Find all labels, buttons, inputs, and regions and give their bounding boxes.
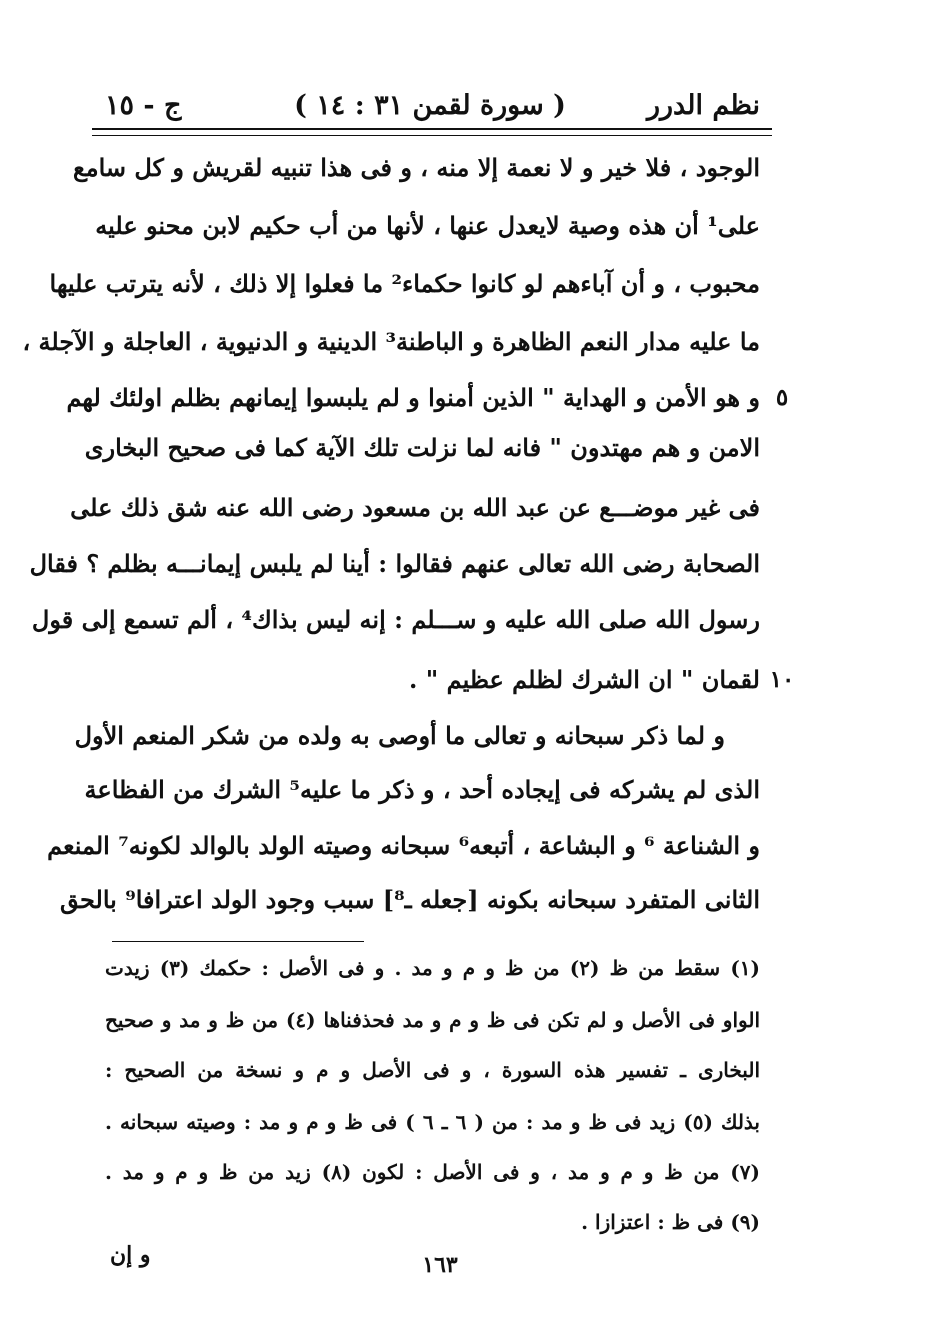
body-line: الوجود ، فلا خير و لا نعمة إلا منه ، و فى هذا تنبيه لقريش و كل سامع <box>72 153 760 182</box>
catchword: و إن <box>110 1242 151 1268</box>
footnote-line: (١) سقط من ظ (٢) من ظ و م و مد . و فى الأصل : حكمك (٣) زيدت <box>105 956 760 980</box>
body-line: رسول الله صلى الله عليه و ســـلم : إنه ليس بذاك⁴ ، ألم تسمع إلى قول <box>31 605 760 634</box>
line-number-five: ٥ <box>775 384 789 411</box>
footnote-line: (٩) فى ظ : اعتزازا . <box>581 1210 760 1234</box>
body-line: و الشناعة ⁶ و البشاعة ، أتبعه⁶ سبحانه وصيته الولد بالوالد لكونه⁷ المنعم <box>47 831 760 860</box>
body-line: الثانى المتفرد سبحانه بكونه [جعله ـ⁸] سبب وجود الولد اعترافا⁹ بالحق <box>60 885 760 914</box>
footnote-line: (٧) من ظ و م و مد ، و فى الأصل : لكون (٨) زيد من ظ و م و مد . <box>105 1160 760 1184</box>
page-header <box>100 70 760 130</box>
body-line: على¹ أن هذه وصية لايعدل عنها ، لأنها من أب حكيم لابن محنو عليه <box>95 211 760 240</box>
body-line: محبوب ، و أن آباءهم لو كانوا حكماء² ما فعلوا إلا ذلك ، لأنه يترتب عليها <box>49 269 760 298</box>
header-rule <box>92 128 772 136</box>
body-line: الامن و هم مهتدون " فانه لما نزلت تلك الآية كما فى صحيح البخارى <box>84 433 760 462</box>
surah-reference: ( سورة لقمن ٣١ : ١٤ ) <box>294 90 566 121</box>
footnote-line: الواو فى الأصل و لم تكن فى ظ و م و مد فحذفناها (٤) من ظ و مد و صحيح <box>105 1008 760 1032</box>
body-line: و هو الأمن و الهداية " الذين أمنوا و لم يلبسوا إيمانهم بظلم اولئك لهم <box>66 383 760 412</box>
body-line: و لما ذكر سبحانه و تعالى ما أوصى به ولده من شكر المنعم الأول <box>74 721 725 750</box>
body-line: الصحابة رضى الله تعالى عنهم فقالوا : أينا لم يلبس إيمانـــه بظلم ؟ فقال <box>29 549 760 578</box>
body-line: لقمان " ان الشرك لظلم عظيم " . <box>409 665 760 694</box>
page-number: ١٦٣ <box>422 1252 458 1278</box>
footnote-line: البخارى ـ تفسير هذه السورة ، و فى الأصل و م و نسخة من الصحيح : <box>105 1058 760 1082</box>
body-line: الذى لم يشركه فى إيجاده أحد ، و ذكر ما عليه⁵ الشرك من الفظاعة <box>84 775 760 804</box>
running-title: نظم الدرر <box>646 90 760 121</box>
body-line: ما عليه مدار النعم الظاهرة و الباطنة³ الدينية و الدنيوية ، العاجلة و الآجلة ، <box>22 327 760 356</box>
volume-number: ج - ١٥ <box>105 90 182 121</box>
footnote-rule <box>112 941 364 942</box>
line-number-ten: ١٠ <box>769 666 795 693</box>
footnote-line: بذلك (٥) زيد فى ظ و مد : من ( ٦ ـ ٦ ) فى ظ و م و مد : وصيته سبحانه . <box>105 1110 760 1134</box>
body-line: فى غير موضـــع عن عبد الله بن مسعود رضى الله عنه شق ذلك على <box>70 493 760 522</box>
